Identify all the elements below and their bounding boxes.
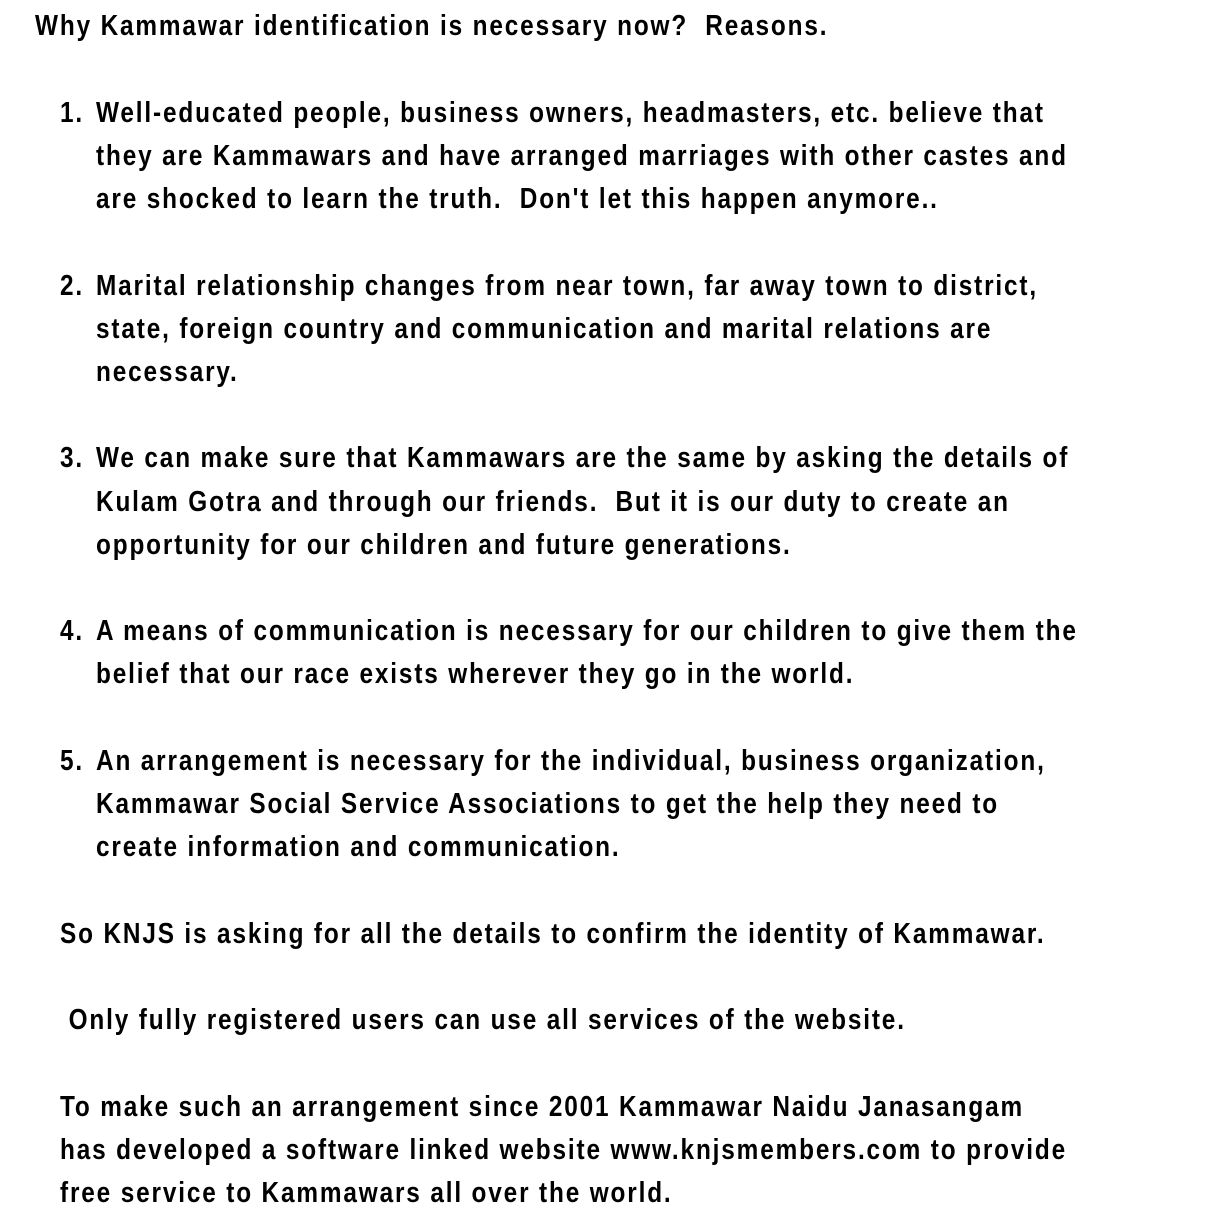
- reason-line: state, foreign country and communication and marital relations are: [96, 313, 993, 345]
- reason-number: 5.: [60, 745, 85, 777]
- reason-line: A means of communication is necessary for our children to give them the: [96, 615, 1078, 647]
- reason-line: Well-educated people, business owners, headmasters, etc. believe that: [96, 97, 1045, 129]
- closing-line: To make such an arrangement since 2001 Kammawar Naidu Janasangam: [60, 1091, 1025, 1123]
- reason-line: An arrangement is necessary for the individual, business organization,: [96, 745, 1046, 777]
- reason-line: create information and communication.: [96, 831, 621, 863]
- reason-line: We can make sure that Kammawars are the same by asking the details of: [96, 442, 1070, 474]
- reason-line: are shocked to learn the truth. Don't let this happen anymore..: [96, 183, 939, 215]
- reason-line: belief that our race exists wherever they go in the world.: [96, 658, 855, 690]
- reason-line: Marital relationship changes from near town, far away town to district,: [96, 270, 1039, 302]
- closing-line: has developed a software linked website www.knjsmembers.com to provide: [60, 1134, 1068, 1166]
- reason-number: 4.: [60, 615, 85, 647]
- closing-line: free service to Kammawars all over the world.: [60, 1177, 673, 1209]
- reason-line: Kulam Gotra and through our friends. But it is our duty to create an: [96, 486, 1010, 518]
- reason-number: 2.: [60, 270, 85, 302]
- reason-line: opportunity for our children and future generations.: [96, 529, 792, 561]
- registration-note: Only fully registered users can use all services of the website.: [60, 1004, 906, 1036]
- reason-line: necessary.: [96, 356, 239, 388]
- reason-number: 1.: [60, 97, 85, 129]
- document-heading: Why Kammawar identification is necessary now? Reasons.: [35, 10, 829, 42]
- reason-number: 3.: [60, 442, 85, 474]
- reason-line: Kammawar Social Service Associations to get the help they need to: [96, 788, 1000, 820]
- conclusion-paragraph: So KNJS is asking for all the details to confirm the identity of Kammawar.: [60, 918, 1046, 950]
- reason-line: they are Kammawars and have arranged marriages with other castes and: [96, 140, 1068, 172]
